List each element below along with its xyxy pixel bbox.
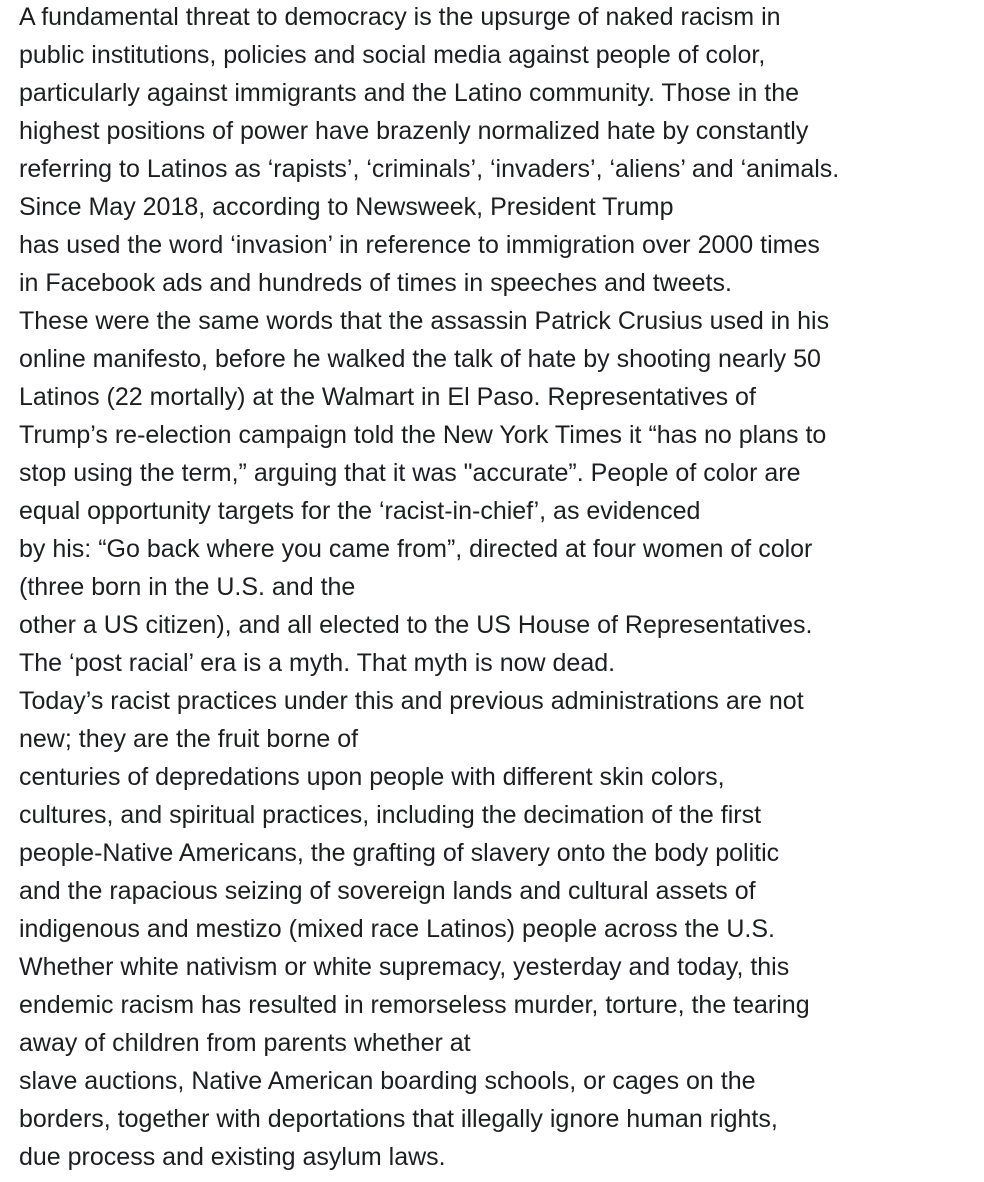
post-line: endemic racism has resulted in remorseless murder, torture, the tearing — [19, 991, 810, 1019]
post-line: referring to Latinos as ‘rapists’, ‘criminals’, ‘invaders’, ‘aliens’ and ‘animals. — [19, 155, 840, 183]
post-line: other a US citizen), and all elected to the US House of Representatives. — [19, 611, 813, 639]
post-line: and the rapacious seizing of sovereign lands and cultural assets of — [19, 877, 756, 905]
post-line: centuries of depredations upon people with different skin colors, — [19, 763, 725, 791]
post-line: stop using the term,” arguing that it was "accurate”. People of color are — [19, 459, 801, 487]
post-line: public institutions, policies and social media against people of color, — [19, 41, 766, 69]
post-line: online manifesto, before he walked the talk of hate by shooting nearly 50 — [19, 345, 821, 373]
post-line: away of children from parents whether at — [19, 1029, 471, 1057]
post-line: particularly against immigrants and the Latino community. Those in the — [19, 79, 800, 107]
post-text — [19, 0, 984, 1176]
post-line: Since May 2018, according to Newsweek, President Trump — [19, 193, 674, 221]
post-line: in Facebook ads and hundreds of times in speeches and tweets. — [19, 269, 732, 297]
post-line: Today’s racist practices under this and previous administrations are not — [19, 687, 804, 715]
post-line: people-Native Americans, the grafting of slavery onto the body politic — [19, 839, 780, 867]
post-line: These were the same words that the assassin Patrick Crusius used in his — [19, 307, 830, 335]
post-line: has used the word ‘invasion’ in reference to immigration over 2000 times — [19, 231, 820, 259]
post-line: due process and existing asylum laws. — [19, 1143, 446, 1171]
post-line: Whether white nativism or white supremacy, yesterday and today, this — [19, 953, 790, 981]
post-line: slave auctions, Native American boarding schools, or cages on the — [19, 1067, 756, 1095]
post-line: Latinos (22 mortally) at the Walmart in El Paso. Representatives of — [19, 383, 756, 411]
post-line: equal opportunity targets for the ‘racist-in-chief’, as evidenced — [19, 497, 701, 525]
post-line: A fundamental threat to democracy is the upsurge of naked racism in — [19, 3, 781, 31]
post-line: borders, together with deportations that illegally ignore human rights, — [19, 1105, 778, 1133]
post-line: by his: “Go back where you came from”, directed at four women of color — [19, 535, 813, 563]
post-line: highest positions of power have brazenly normalized hate by constantly — [19, 117, 809, 145]
post-line: Trump’s re-election campaign told the New York Times it “has no plans to — [19, 421, 827, 449]
post-line: The ‘post racial’ era is a myth. That myth is now dead. — [19, 649, 616, 677]
post-line: new; they are the fruit borne of — [19, 725, 359, 753]
post-line: (three born in the U.S. and the — [19, 573, 356, 601]
post-line: indigenous and mestizo (mixed race Latinos) people across the U.S. — [19, 915, 775, 943]
post-line: cultures, and spiritual practices, including the decimation of the first — [19, 801, 762, 829]
